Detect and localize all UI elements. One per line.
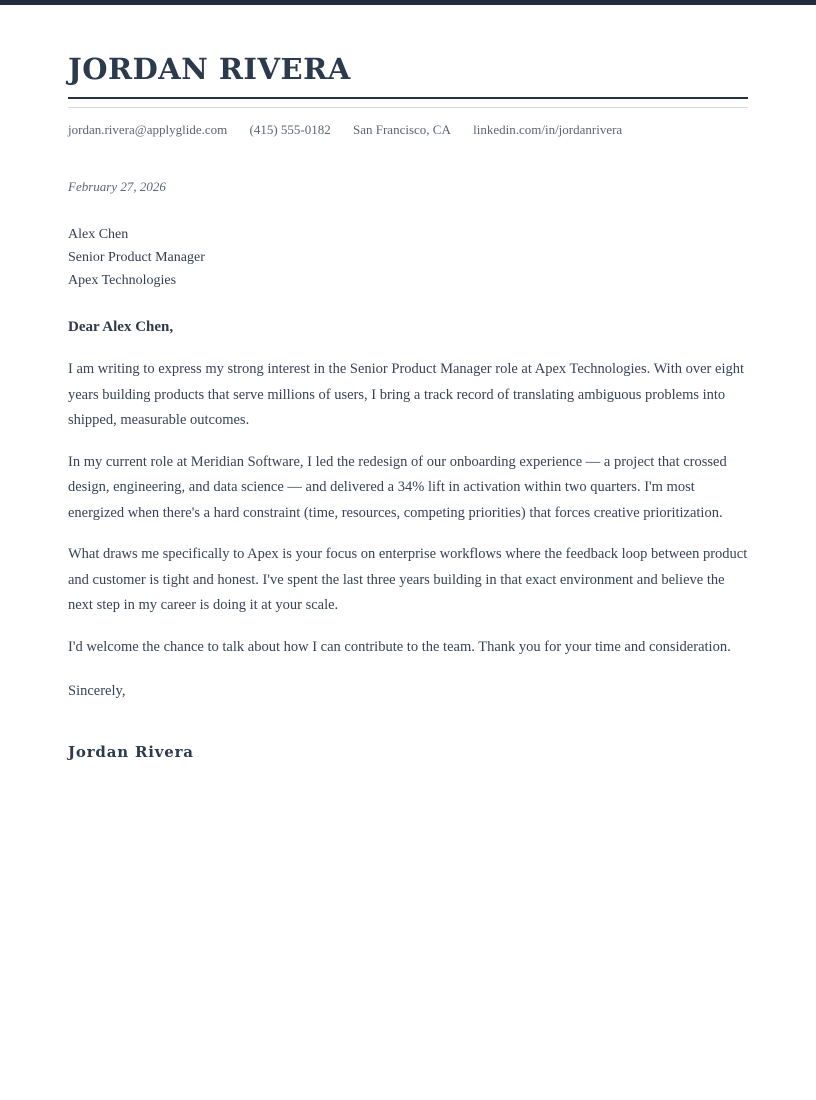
- body-paragraph-1: I am writing to express my strong interest in the Senior Product Manager role at Apex Technologies. With over eight years building products that serve millions of users, I bring a track record of translating ambiguous problems into shipped, measurable outcomes.: [68, 361, 744, 429]
- recipient-name: Alex Chen: [68, 227, 129, 243]
- recipient-block: [68, 223, 748, 292]
- contact-linkedin: linkedin.com/in/jordanrivera: [473, 122, 623, 138]
- page-title: JORDAN RIVERA: [68, 52, 351, 86]
- closing: Sincerely,: [68, 683, 126, 700]
- header-rule-light: [68, 107, 748, 108]
- letter-date: February 27, 2026: [68, 179, 166, 195]
- header-rule-dark: [68, 97, 748, 99]
- cover-letter-page: [68, 54, 748, 761]
- contact-email: jordan.rivera@applyglide.com: [68, 122, 228, 138]
- recipient-company: Apex Technologies: [68, 273, 177, 289]
- letter-body: [68, 357, 748, 660]
- signature-name: Jordan Rivera: [68, 743, 194, 762]
- contact-location: San Francisco, CA: [353, 122, 451, 138]
- contact-row: [68, 122, 748, 138]
- recipient-title: Senior Product Manager: [68, 250, 205, 266]
- body-paragraph-3: What draws me specifically to Apex is your focus on enterprise workflows where the feedback loop between product and customer is tight and honest. I've spent the last three years building in that exact environment and believe the next step in my career is doing it at your scale.: [68, 546, 748, 614]
- top-accent-bar: [0, 0, 816, 5]
- salutation: Dear Alex Chen,: [68, 319, 174, 336]
- body-paragraph-4: I'd welcome the chance to talk about how I can contribute to the team. Thank you for your time and consideration.: [68, 638, 731, 655]
- body-paragraph-2: In my current role at Meridian Software, I led the redesign of our onboarding experience — a project that crossed design, engineering, and data science — and delivered a 34% lift in activation within two quarters. I'm most energized when there's a hard constraint (time, resources, competing priorities) that forces creative prioritization.: [68, 453, 727, 521]
- contact-phone: (415) 555-0182: [249, 122, 331, 138]
